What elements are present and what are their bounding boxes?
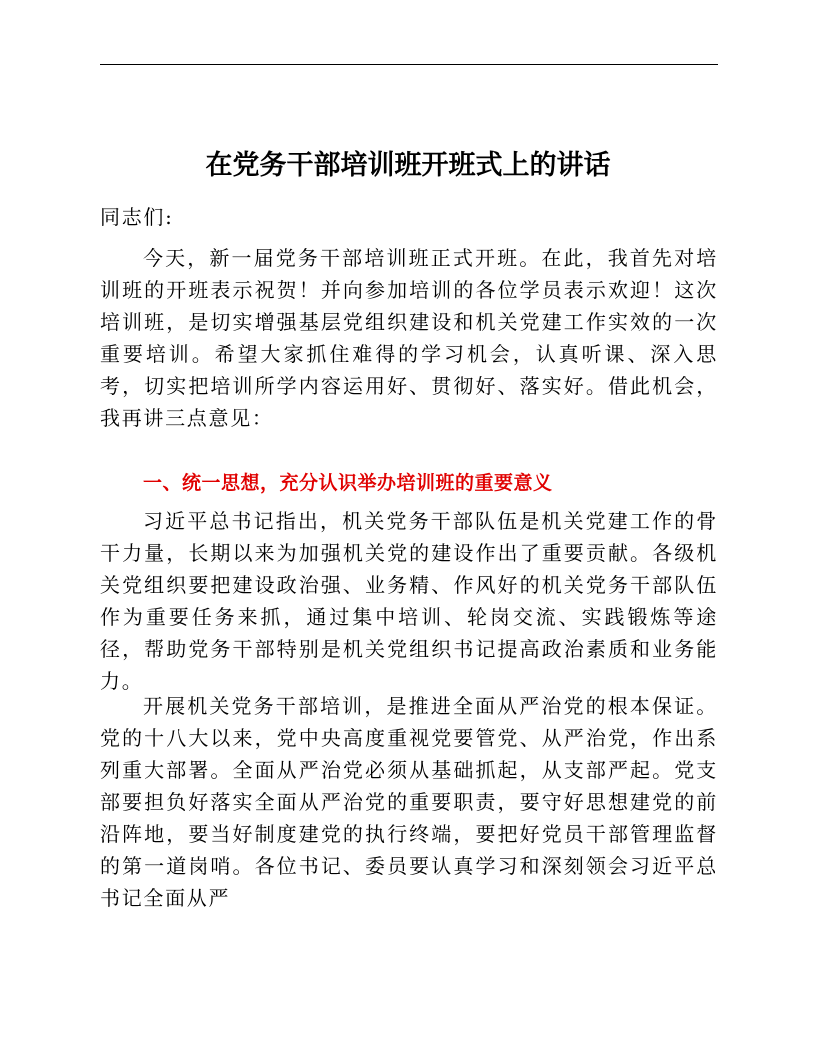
header-rule: [100, 64, 718, 65]
section-heading: 一、统一思想，充分认识举办培训班的重要意义: [143, 472, 553, 494]
paragraph-section-one: 习近平总书记指出，机关党务干部队伍是机关党建工作的骨干力量，长期以来为加强机关党的建设作出了重要贡献。各级机关党组织要把建设政治强、业务精、作风好的机关党务干部队伍作为重要任务来抓，通过集中培训、轮岗交流、实践锻炼等途径，帮助党务干部特别是机关党组织书记提高政治素质和业务能力。: [100, 509, 718, 693]
document-title: 在党务干部培训班开班式上的讲话: [205, 150, 611, 181]
paragraph-section-two: 开展机关党务干部培训，是推进全面从严治党的根本保证。党的十八大以来，党中央高度重视党要管党、从严治党，作出系列重大部署。全面从严治党必须从基础抓起，从支部严起。党支部要担负好落实全面从严治党的重要职责，要守好思想建党的前沿阵地，要当好制度建党的执行终端，要把好党员干部管理监督的第一道岗哨。各位书记、委员要认真学习和深刻领会习近平总书记全面从严: [100, 694, 718, 910]
paragraph-intro: 今天，新一届党务干部培训班正式开班。在此，我首先对培训班的开班表示祝贺！并向参加培训的各位学员表示欢迎！这次培训班，是切实增强基层党组织建设和机关党建工作实效的一次重要培训。希望大家抓住难得的学习机会，认真听课、深入思考，切实把培训所学内容运用好、贯彻好、落实好。借此机会，我再讲三点意见：: [100, 246, 718, 430]
salutation: 同志们:: [100, 205, 174, 229]
